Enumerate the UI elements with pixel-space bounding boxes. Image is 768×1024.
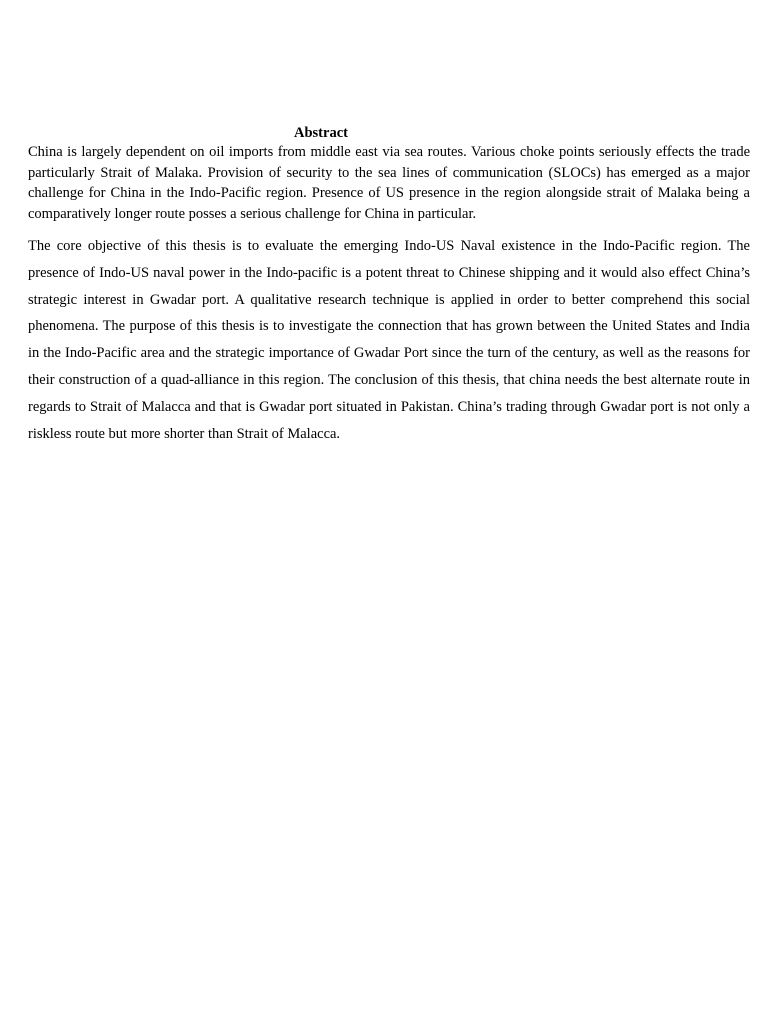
abstract-paragraph-2: The core objective of this thesis is to evaluate the emerging Indo-US Naval existence in the Indo-Pacific region. The presence of Indo-US naval power in the Indo-pacific is a potent threat to Chinese shipping and it would also effect China’s strategic interest in Gwadar port. A qualitative research technique is applied in order to better comprehend this social phenomena. The purpose of this thesis is to investigate the connection that has grown between the United States and India in the Indo-Pacific area and the strategic importance of Gwadar Port since the turn of the century, as well as the reasons for their construction of a quad-alliance in this region. The conclusion of this thesis, that china needs the best alternate route in regards to Strait of Malacca and that is Gwadar port situated in Pakistan. China’s trading through Gwadar port is not only a riskless route but more shorter than Strait of Malacca. [28,238,750,442]
document-page [28,124,750,447]
abstract-paragraph-1: China is largely dependent on oil imports from middle east via sea routes. Various choke points seriously effects the trade particularly Strait of Malaka. Provision of security to the sea lines of communication (SLOCs) has emerged as a major challenge for China in the Indo-Pacific region. Presence of US presence in the region alongside strait of Malaka being a comparatively longer route posses a serious challenge for China in particular. [28,144,750,222]
abstract-heading: Abstract [294,125,348,141]
